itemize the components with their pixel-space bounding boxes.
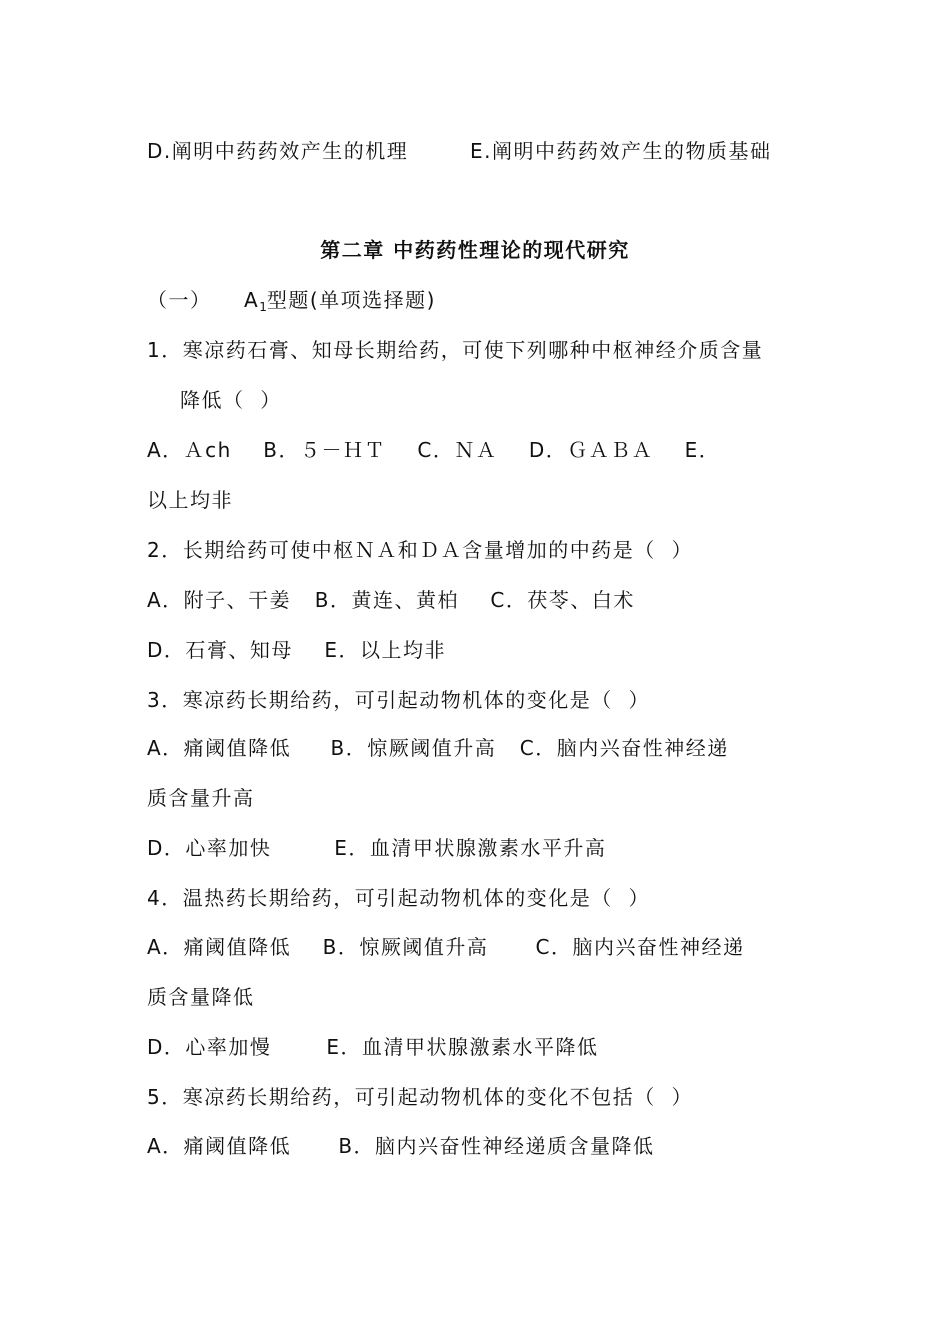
section-type-rest: 型题(单项选择题) xyxy=(266,288,436,312)
question-2-options-1: A．附子、干姜 B．黄连、黄柏 C．茯苓、白术 xyxy=(147,588,635,612)
question-4-options-2: D．心率加慢 E．血清甲状腺激素水平降低 xyxy=(147,1035,599,1059)
question-1-stem-cont: 降低（ ） xyxy=(180,388,282,412)
section-number: （一） xyxy=(147,288,212,312)
section-type-main: A xyxy=(244,288,260,312)
question-3-stem: 3．寒凉药长期给药，可引起动物机体的变化是（ ） xyxy=(147,688,650,712)
option-d-previous: D.阐明中药药效产生的机理 xyxy=(147,139,409,163)
question-4-options-1: A．痛阈值降低 B．惊厥阈值升高 C．脑内兴奋性神经递 xyxy=(147,935,745,959)
question-5-options-1: A．痛阈值降低 B．脑内兴奋性神经递质含量降低 xyxy=(147,1134,655,1158)
question-2-options-2: D．石膏、知母 E．以上均非 xyxy=(147,638,446,662)
question-1-options: A．Ａch B．５－ＨＴ C．ＮＡ D．ＧＡＢＡ E． xyxy=(147,438,721,462)
question-1-options-cont: 以上均非 xyxy=(147,488,233,512)
question-2-stem: 2．长期给药可使中枢ＮＡ和ＤＡ含量增加的中药是（ ） xyxy=(147,538,693,562)
section-type xyxy=(244,286,436,321)
option-e-previous: E.阐明中药药效产生的物质基础 xyxy=(470,139,772,163)
question-4-stem: 4．温热药长期给药，可引起动物机体的变化是（ ） xyxy=(147,886,650,910)
question-3-options-1: A．痛阈值降低 B．惊厥阈值升高 C．脑内兴奋性神经递 xyxy=(147,736,729,760)
section-type-subscript: 1 xyxy=(259,300,267,314)
question-5-stem: 5．寒凉药长期给药，可引起动物机体的变化不包括（ ） xyxy=(147,1085,693,1109)
question-3-options-2: D．心率加快 E．血清甲状腺激素水平升高 xyxy=(147,836,607,860)
chapter-title: 第二章 中药药性理论的现代研究 xyxy=(320,238,630,262)
question-1-stem: 1．寒凉药石膏、知母长期给药，可使下列哪种中枢神经介质含量 xyxy=(147,338,764,362)
question-3-options-1-cont: 质含量升高 xyxy=(147,786,255,810)
question-4-options-1-cont: 质含量降低 xyxy=(147,985,255,1009)
